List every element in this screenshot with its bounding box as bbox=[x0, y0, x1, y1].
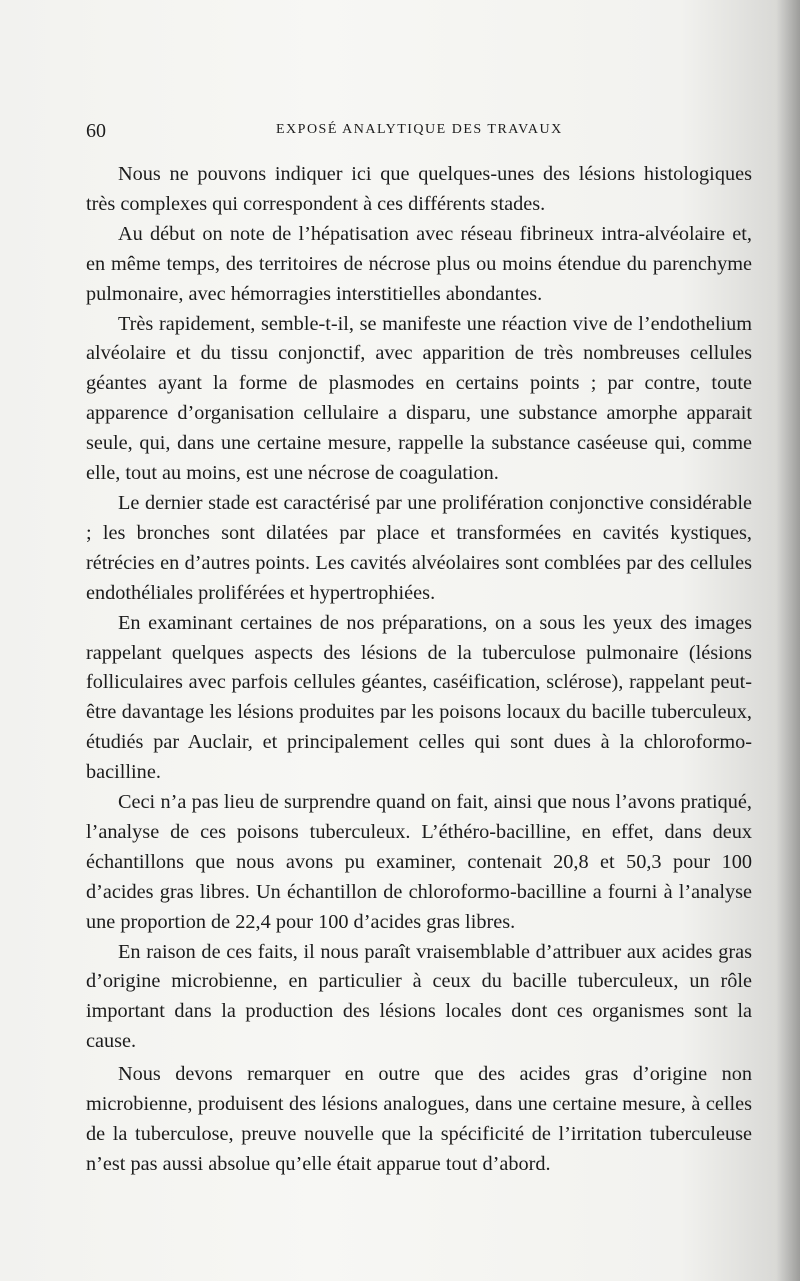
page-number: 60 bbox=[86, 120, 106, 142]
paragraph-1: Nous ne pouvons indiquer ici que quelques-unes des lésions histologiques très complexes qui correspondent à ces différents stades. bbox=[86, 163, 752, 215]
running-head: EXPOSÉ ANALYTIQUE DES TRAVAUX bbox=[276, 122, 563, 137]
paragraph-5: En examinant certaines de nos préparations, on a sous les yeux des images rappelant quelques aspects des lésions de la tuberculose pulmonaire (lésions folliculaires avec parfois cellules géantes, caséification, sclérose), rappelant peut-être davantage les lésions produites par les poisons locaux du bacille tuberculeux, étudiés par Auclair, et principalement celles qui sont dues à la chloroformo-bacilline. bbox=[86, 611, 752, 784]
paragraph-8: Nous devons remarquer en outre que des acides gras d’origine non microbienne, produisent des lésions analogues, dans une certaine mesure, à celles de la tuberculose, preuve nouvelle que la spécificité de l’irritation tuberculeuse n’est pas aussi absolue qu’elle était apparue tout d’abord. bbox=[86, 1063, 752, 1175]
paragraph-7: En raison de ces faits, il nous paraît vraisemblable d’attribuer aux acides gras d’origine microbienne, en particulier à ceux du bacille tuberculeux, un rôle important dans la production des lésions locales dont ces organismes sont la cause. bbox=[86, 940, 752, 1053]
paragraph-2: Au début on note de l’hépatisation avec réseau fibrineux intra-alvéolaire et, en même temps, des territoires de nécrose plus ou moins étendue du parenchyme pulmonaire, avec hémorragies interstitielles abondantes. bbox=[86, 222, 752, 305]
body-text bbox=[86, 160, 752, 1180]
page-header bbox=[86, 118, 774, 146]
paragraph-4: Le dernier stade est caractérisé par une prolifération conjonctive considérable ; les bronches sont dilatées par place et transformées en cavités kystiques, rétrécies en d’autres points. Les cavités alvéolaires sont comblées par des cellules endothéliales proliférées et hypertrophiées. bbox=[86, 491, 752, 604]
paragraph-6: Ceci n’a pas lieu de surprendre quand on fait, ainsi que nous l’avons pratiqué, l’analyse de ces poisons tuberculeux. L’éthéro-bacilline, en effet, dans deux échantillons que nous avons pu examiner, contenait 20,8 et 50,3 pour 100 d’acides gras libres. Un échantillon de chloroformo-bacilline a fourni à l’analyse une proportion de 22,4 pour 100 d’acides gras libres. bbox=[86, 791, 752, 933]
paragraph-3: Très rapidement, semble-t-il, se manifeste une réaction vive de l’endothelium alvéolaire et du tissu conjonctif, avec apparition de très nombreuses cellules géantes ayant la forme de plasmodes en certains points ; par contre, toute apparence d’organisation cellulaire a disparu, une substance amorphe apparait seule, qui, dans une certaine mesure, rappelle la substance caséeuse qui, comme elle, tout au moins, est une nécrose de coagulation. bbox=[86, 312, 752, 485]
